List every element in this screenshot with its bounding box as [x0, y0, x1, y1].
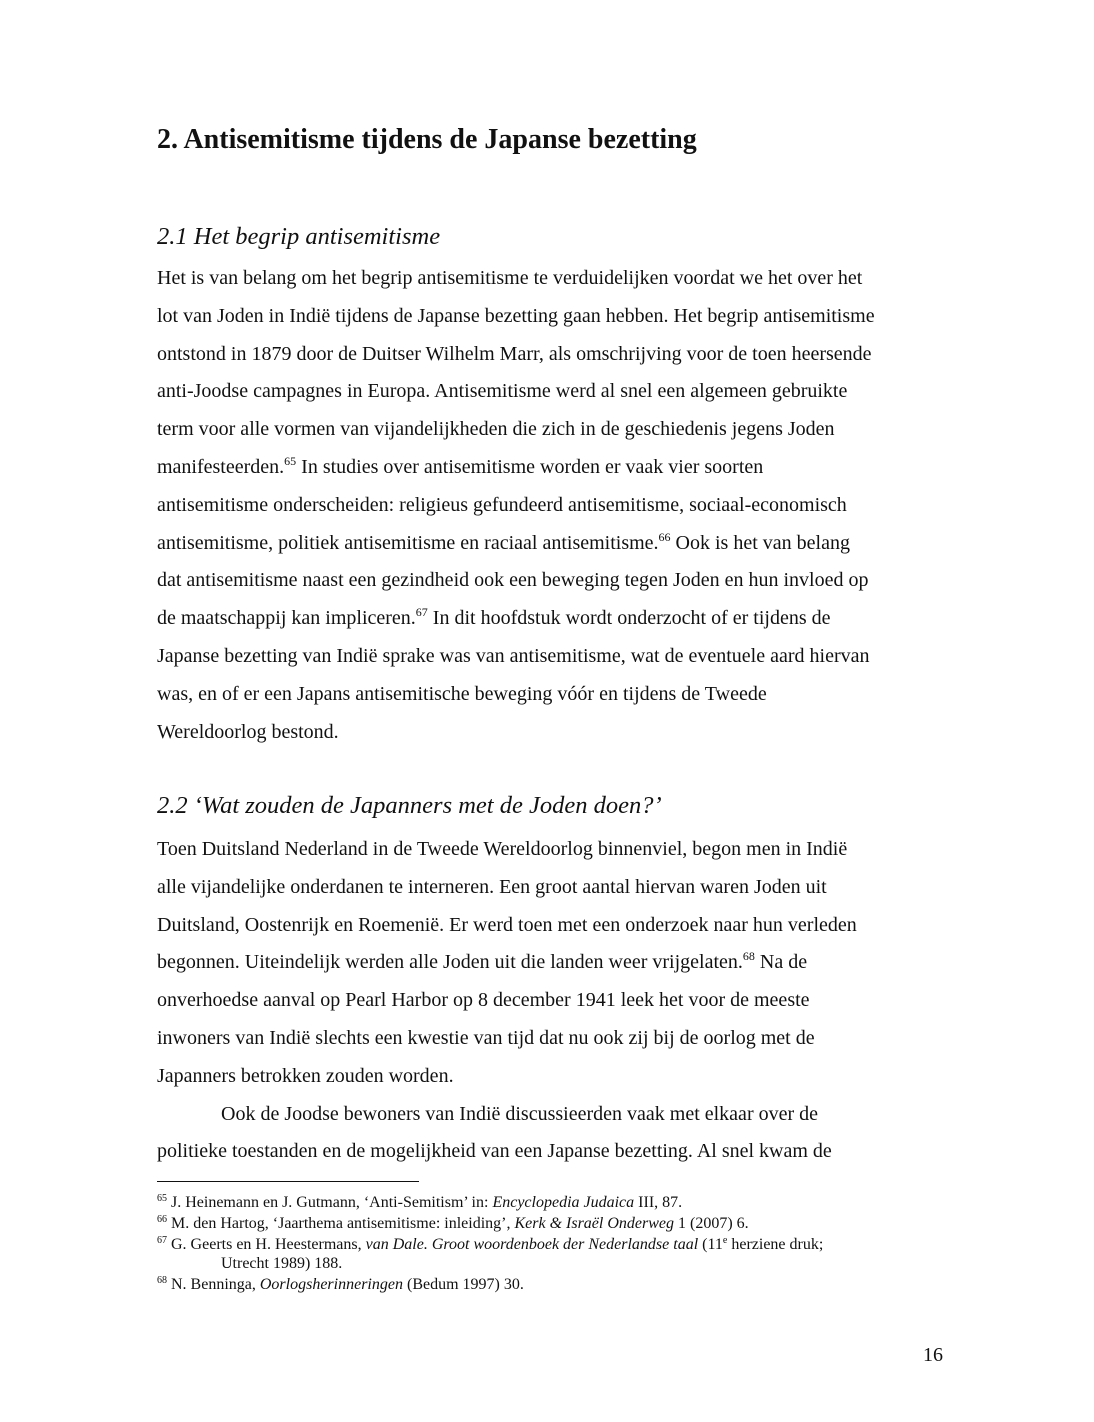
page-number: 16: [923, 1344, 943, 1366]
text-line: [157, 449, 947, 487]
text-line: Japanse bezetting van Indië sprake was van antisemitisme, wat de eventuele aard hiervan: [157, 644, 870, 667]
footnote-separator: [157, 1181, 419, 1182]
text-line: politieke toestanden en de mogelijkheid van een Japanse bezetting. Al snel kwam de: [157, 1140, 832, 1163]
text-line: antisemitisme onderscheiden: religieus gefundeerd antisemitisme, sociaal-economisch: [157, 493, 847, 516]
text-line: ontstond in 1879 door de Duitser Wilhelm Marr, als omschrijving voor de toen heersende: [157, 342, 872, 365]
footnote-text: J. Heinemann en J. Gutmann, ‘Anti-Semitism’ in:: [171, 1194, 493, 1211]
footnote-68: [157, 1275, 947, 1294]
footnote-title: Encyclopedia Judaica: [492, 1194, 635, 1211]
footnote-number-label: 68: [157, 1275, 167, 1286]
footnote-67: [157, 1235, 947, 1273]
footnote-title: Kerk & Israël Onderweg: [514, 1215, 674, 1232]
text-line: inwoners van Indië slechts een kwestie van tijd dat nu ook zij bij de oorlog met de: [157, 1026, 815, 1049]
footnote-title: van Dale. Groot woordenboek der Nederlandse taal: [365, 1236, 699, 1253]
text-line: Duitsland, Oostenrijk en Roemenië. Er werd toen met een onderzoek naar hun verleden: [157, 913, 857, 936]
footnote-number: [157, 1214, 167, 1233]
text-run: begonnen. Uiteindelijk werden alle Joden uit die landen weer vrijgelaten.: [157, 951, 743, 974]
edition-superscript: e: [722, 1235, 728, 1246]
text-line: anti-Joodse campagnes in Europa. Antisemitisme werd al snel een algemeen gebruikte: [157, 380, 848, 403]
text-line: Het is van belang om het begrip antisemitisme te verduidelijken voordat we het over het: [157, 267, 863, 289]
footnote-title: Oorlogsherinneringen: [259, 1276, 403, 1293]
text-line: [157, 944, 947, 982]
footnote-text: N. Benninga,: [171, 1276, 260, 1293]
text-line: lot van Joden in Indië tijdens de Japanse bezetting gaan hebben. Het begrip antisemitisme: [157, 304, 875, 327]
footnotes: [157, 1193, 947, 1296]
footnote-ref: 68: [742, 949, 755, 964]
text-line: term voor alle vormen van vijandelijkheden die zich in de geschiedenis jegens Joden: [157, 418, 835, 441]
text-run: antisemitisme, politiek antisemitisme en raciaal antisemitisme.: [157, 531, 659, 554]
text-line: onverhoedse aanval op Pearl Harbor op 8 december 1941 leek het voor de meeste: [157, 989, 810, 1012]
footnote-number: [157, 1275, 167, 1294]
footnote-text: (Bedum 1997) 30.: [402, 1276, 524, 1293]
footnote-number: [157, 1193, 167, 1212]
footnote-number: [157, 1235, 167, 1254]
footnote-text: G. Geerts en H. Heestermans,: [171, 1236, 366, 1253]
text-line: Wereldoorlog bestond.: [157, 720, 339, 743]
text-run: In dit hoofdstuk wordt onderzocht of er tijdens de: [432, 607, 831, 630]
footnote-65: [157, 1193, 947, 1212]
text-line: dat antisemitisme naast een gezindheid ook een beweging tegen Joden en hun invloed op: [157, 569, 869, 592]
footnote-66: [157, 1214, 947, 1233]
footnote-ref: 66: [658, 529, 671, 544]
section-2-2-paragraph: [157, 831, 947, 1171]
text-run: manifesteerden.: [157, 455, 285, 478]
text-run: In studies over antisemitisme worden er vaak vier soorten: [301, 455, 764, 478]
text-run: Ook is het van belang: [675, 531, 850, 554]
section-heading-2-2: 2.2 ‘Wat zouden de Japanners met de Joden doen?’: [157, 792, 662, 819]
text-line: Ook de Joodse bewoners van Indië discussieerden vaak met elkaar over de: [221, 1102, 819, 1125]
footnote-text: (11: [698, 1236, 723, 1253]
chapter-title: 2. Antisemitisme tijdens de Japanse bezetting: [157, 124, 697, 155]
text-line: [157, 600, 947, 638]
footnote-text: herziene druk;: [727, 1236, 824, 1253]
text-run: Na de: [759, 951, 808, 974]
footnote-text: 1 (2007) 6.: [674, 1215, 749, 1232]
footnote-number-label: 67: [157, 1235, 167, 1246]
footnote-number-label: 66: [157, 1214, 167, 1225]
section-heading-2-1: 2.1 Het begrip antisemitisme: [157, 223, 441, 250]
footnote-ref: 65: [284, 453, 297, 468]
text-line: Toen Duitsland Nederland in de Tweede Wereldoorlog binnenviel, begon men in Indië: [157, 838, 848, 860]
text-line: [157, 525, 947, 563]
text-run: de maatschappij kan impliceren.: [157, 607, 416, 630]
text-line: was, en of er een Japans antisemitische beweging vóór en tijdens de Tweede: [157, 682, 767, 705]
footnote-text: M. den Hartog, ‘Jaarthema antisemitisme: inleiding’,: [171, 1215, 515, 1232]
text-line: Japanners betrokken zouden worden.: [157, 1064, 454, 1087]
footnote-ref: 67: [415, 605, 428, 620]
section-2-1-paragraph: [157, 260, 947, 751]
footnote-continuation: Utrecht 1989) 188.: [221, 1255, 343, 1272]
footnote-number-label: 65: [157, 1193, 167, 1204]
text-line: alle vijandelijke onderdanen te interneren. Een groot aantal hiervan waren Joden uit: [157, 875, 827, 898]
footnote-text: III, 87.: [634, 1194, 683, 1211]
